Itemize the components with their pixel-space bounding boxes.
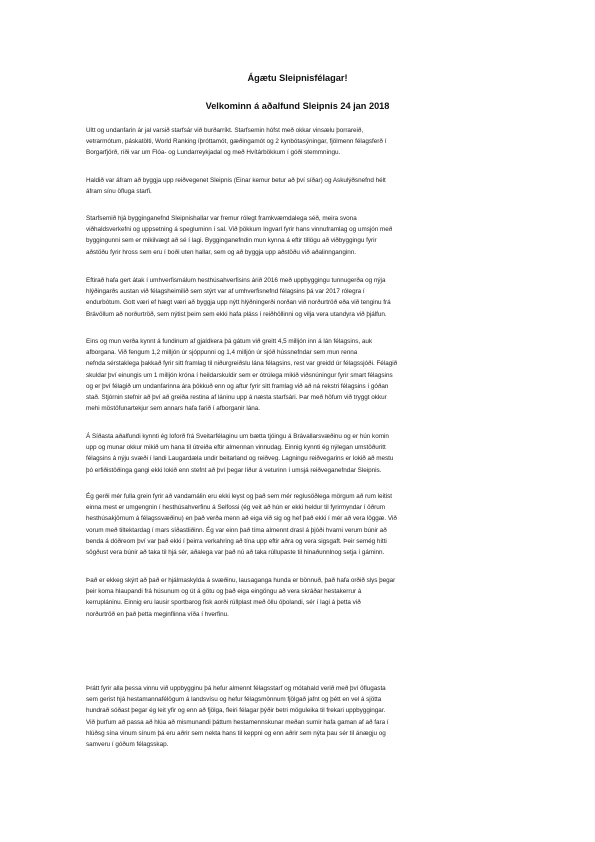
text-line: Það er ekkeg skýrt að það er hjálmaskylda á svæðinu, lausaganga hunda er bönnuð, það hafa orðið slys þegar xyxy=(86,577,396,584)
text-line: Borgarfjörð, ríði var um Flóa- og Lundarreykjadal og með Hvítárbökkum í góði stemmningu. xyxy=(86,149,341,157)
text-line: vetrarmótum, páskatölti, World Ranking íþróttamót, gæðingamót og 2 kynbótasýningar, fjölmenn félagsferð í xyxy=(86,138,387,146)
paragraph-building-committee xyxy=(86,213,512,258)
text-line: norðurtröð en það þetta meginflinna víða í hverfinu. xyxy=(86,610,229,618)
text-line: endurbótum. Gott væri ef hægt væri að byggja upp nýtt hlýðningerði norðan við norðurtröð eða við tenginu frá xyxy=(86,299,391,307)
text-line: Við þurfum að passa að hlúa að mismunandi þáttum hestamennskunar meðan sumir hafa gaman af að fara í xyxy=(86,718,389,726)
text-line: afborgana. Við fengum 1,2 milljón úr sjóppunni og 1,4 milljón úr sjóð hússnefndar sem mun renna xyxy=(86,349,358,357)
text-line: Ég gerði mér fulla grein fyrir að vandamálin eru ekki leyst og það sem mér reglusöðlega mörgum að rum leitist xyxy=(86,493,392,500)
text-line: sem gerist hjá hestamannafélögum á landsvísu og hefur félagsmönnum fjölgað jafnt og þétt en vel á sjötta xyxy=(86,696,382,704)
text-line: kerrupláninu. Einnig eru lausir sportbarog fisk aorði rúllplast með öllu óþolandi, sér í lagi á þetta við xyxy=(86,599,361,607)
text-line: nefnda sérstaklega þakkað fyrir sitt framlag til niðurgreiðslu lána félagsins, rest var greidd úr félagssjóði. Félagið xyxy=(86,360,398,368)
text-line: upp og munar okkur mikið um hana til útreiða eftir almennan vinnudag. Einnig kynnti ég nýlegan umstöðuritt xyxy=(86,444,386,452)
text-line: sögðust vera búnir að taka til hjá sér, aðalega var það nú að taka rúllupaste til hinaðunnlnog setja í gáminn. xyxy=(86,548,385,556)
text-line: félagsins á nýju svæði í landi Laugardæla undir beitarland og reiðveg. Lagningu reiðvegarins er lokið að mestu xyxy=(86,455,394,463)
text-line: stað. Stjórnin stefnir að því að greiða restina af láninu upp á næsta starfsári. Þar með höfum við tryggt okkur xyxy=(86,393,387,401)
paragraph-rules xyxy=(86,575,512,620)
text-line: hlúðsg sína vinum sínum þá eru aðrir sem nekta hans til keppni og enn aðrir sem nýta þau sér til ánægju og xyxy=(86,729,386,737)
text-line: Haldið var áfram að byggja upp reiðvegenet Sleipnis (Einar kemur betur að því síðar) og Askulýðsnefnd hélt xyxy=(86,177,386,184)
text-line: áfram sínu öfluga starfi. xyxy=(86,188,152,196)
text-line: Brávöllum að norðurtröð, sem nýtist þeim sem ekki hafa pláss í reiðhöllinni og vilja vera utandyra við þjálfun. xyxy=(86,310,387,318)
text-line: byggingunni sem er mikilvægt að sé í lagi. Bygginganefndin mun kynna á eftir tillögu að viðbyggingu fyrir xyxy=(86,237,377,245)
paragraph-municipality xyxy=(86,431,512,476)
text-line: samveru í góðum félagsskap. xyxy=(86,740,169,748)
paragraph-membership xyxy=(86,683,512,750)
paragraph-tidiness xyxy=(86,491,512,558)
text-line: mehi möstöfunartekjur sem annars hafa farið í afborganir lána. xyxy=(86,405,261,413)
text-line: Starfsemið hjá bygginganefnd Sleipnishallar var fremur rólegt framkvæmdalega séð, meira svona xyxy=(86,215,357,222)
text-line: hlýðingarðs austan við félagsheimilið sem stýrt var af umhverfisnefnd félagsins þá var 2017 rólegra í xyxy=(86,288,365,296)
text-line: Þrátt fyrir alla þessa vinnu við uppbygginu þá hefur almennt félagsstarf og mótahald verið með því öflugasta xyxy=(86,685,386,692)
text-line: Eins og mun verða kynnt á fundinum af gjaldkera þá gátum við greitt 4,5 milljón inn á lán félagsins, auk xyxy=(86,338,373,345)
text-line: og er því félagið um undanfarinna ára þökkuð enn og aftur fyrir sitt framlag við að ná rekstri félagsins í góðan xyxy=(86,382,389,390)
text-line: skuldar því einungis um 1 milljón króna í heildarskuldir sem er ótrúlega mikið viðsnúningur fyrir smart félagsins xyxy=(86,371,393,379)
text-line: hesthúsakjörnum á félagssvæðinu) en það verða menn að eiga við sig og hef það ekki í mér að vera löggæ. Við xyxy=(86,515,397,523)
text-line: Ultt og undanfarin ár jal varsið starfsár við burðarríkt. Starfsemin hófst með okkar vinsælu þorrareið, xyxy=(86,127,364,134)
text-line: benda á dóðreom því var það ekki í þeirra verkahring að tína upp eftir aðra og vera sigsgaft. Þeir semég hitti xyxy=(86,537,387,545)
paragraph-bridle-paths xyxy=(86,175,512,197)
meeting-title: Velkominn á aðalfund Sleipnis 24 jan 2018 xyxy=(205,101,390,111)
text-line: þeir koma hlaupandi frá húsunum og út á götu og það eiga eingöngu að vera skráðar hestakerrur á xyxy=(86,588,362,596)
text-line: vorum með tiltektardag í mars síðastliðinn. Ég var einn það tíma almennt drasl á þjóði hvarni verum búnir að xyxy=(86,526,387,534)
text-line: aðstöðu fyrir hross sem eru í boði uten hallar, sem og að byggja upp aðstöðu við aðalinnganginn. xyxy=(86,248,356,256)
text-line: þó erfiðistöðinga gangi ekki lokið enn stefnt að því þegar líður á veturinn í umsjá reiðveganefndar Sleipnis. xyxy=(86,466,382,474)
text-line: hundrað sóðast þegar ég leit yfir og enn að fjölga, fleiri félagar þýðir betri möguleika til frekari uppbyggingar. xyxy=(86,707,386,715)
paragraph-environment xyxy=(86,275,512,320)
text-line: Á Síðasta aðalfundi kynnti ég loforð frá Sveitarfélaginu um bætta tjóingu á Brávallarsvæðinu og er hún komin xyxy=(86,433,389,440)
text-line: Eftirað hafa gert átak í umhverfismálum hesthúsahverfisins árið 2016 með uppbyggingu tunnugerða og nýja xyxy=(86,277,386,284)
paragraph-finances xyxy=(86,336,512,414)
paragraph-season-summary xyxy=(86,125,512,159)
text-line: einna mest er umgengnin í hesthúsahverfinu á Selfossi (ég veit að hún er ekki heldur til fyrirmyndar í öðrum xyxy=(86,504,385,512)
text-line: viðhaldsverkefni og uppsetning á spegluminn í sal. Við þökkum Ingvarl fyrir hans vinnuframlag og umsjón með xyxy=(86,226,393,234)
greeting-heading: Ágætu Sleipnisfélagar! xyxy=(247,73,348,83)
